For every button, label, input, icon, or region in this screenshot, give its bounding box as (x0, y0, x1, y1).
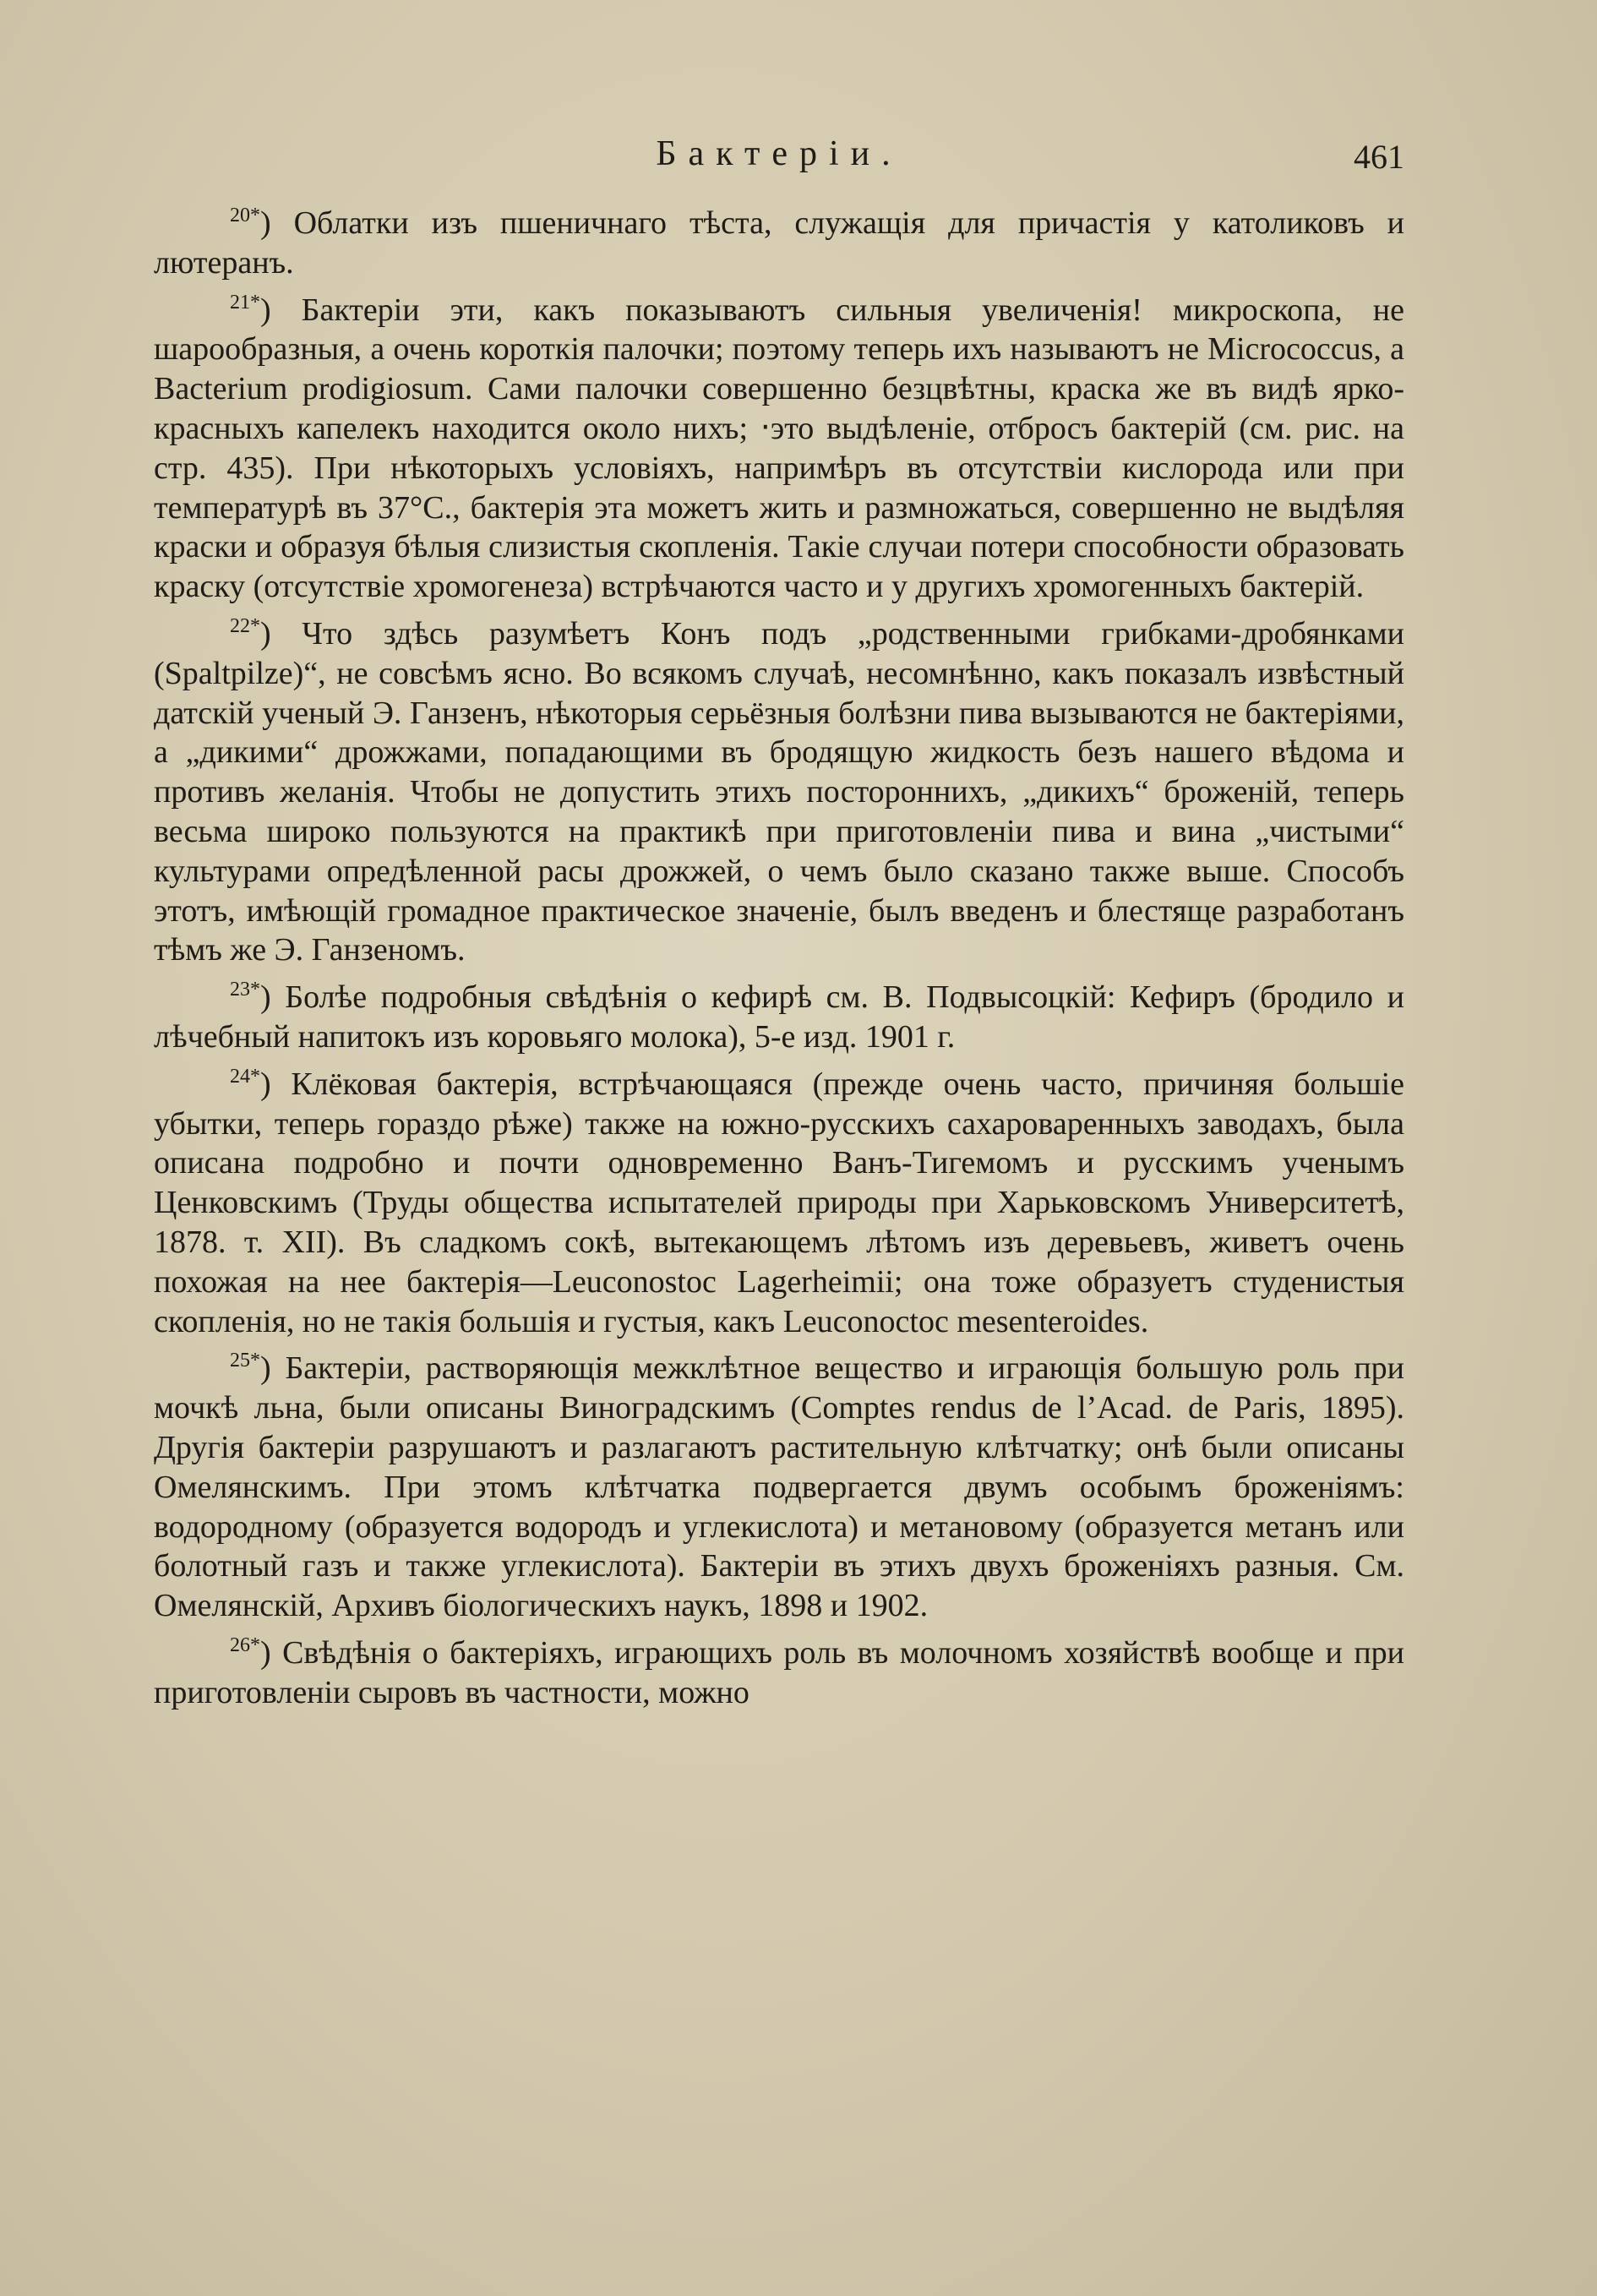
footnote-text: ) Болѣе подробныя свѣдѣнiя о кефирѣ см. В. Подвысоцкiй: Кефиръ (бродило и лѣчебный напитокъ изъ коровьяго молока), 5-е изд. 1901 г. (154, 979, 1404, 1055)
footnote-marker: 23* (230, 979, 260, 1001)
footnote-23 (154, 970, 1404, 1057)
footnote-20 (154, 196, 1404, 283)
footnote-marker: 22* (230, 614, 260, 637)
footnote-text: ) Свѣдѣнiя о бактерiяхъ, играющихъ роль въ молочномъ хозяйствѣ вообще и при приготовленiи сыровъ въ частности, можно (154, 1634, 1404, 1710)
footnote-text: ) Бактерiи, растворяющiя межклѣтное вещество и играющiя большую роль при мочкѣ льна, были описаны Виноградскимъ (Comptes rendus de l’Acad. de Paris, 1895). Другiя бактерiи разрушаютъ и разлагаютъ растительную клѣтчатку; онѣ были описаны Омелянскимъ. При этомъ клѣтчатка подвергается двумъ особымъ броженiямъ: водородному (образуется водородъ и углекислота) и метановому (образуется метанъ или болотный газъ и также углекислота). Бактерiи въ этихъ двухъ броженiяхъ разныя. См. Омелянскiй, Архивъ бiологическихъ наукъ, 1898 и 1902. (154, 1350, 1404, 1624)
footnote-marker: 21* (230, 291, 260, 314)
footnote-marker: 26* (230, 1633, 260, 1656)
footnote-24 (154, 1057, 1404, 1342)
footnote-marker: 24* (230, 1065, 260, 1088)
running-head (154, 134, 1404, 184)
footnote-25 (154, 1341, 1404, 1626)
footnote-marker: 20* (230, 205, 260, 226)
footnote-text: ) Бактерiи эти, какъ показываютъ сильныя увеличенiя! микроскопа, не шарообразныя, а очень короткiя палочки; поэтому теперь ихъ называютъ не Micrococcus, а Bacterium prodigiosum. Сами палочки совершенно безцвѣтны, краска же въ видѣ ярко-красныхъ капелекъ находится около нихъ; ‧это выдѣленiе, отбросъ бактерiй (см. рис. на стр. 435). При нѣкоторыхъ условiяхъ, напримѣръ въ отсутствiи кислорода или при температурѣ въ 37°С., бактерiя эта можетъ жить и размножаться, совершенно не выдѣляя краски и образуя бѣлыя слизистыя скопленiя. Такiе случаи потери способности образовать краску (отсутствiе хромогенеза) встрѣчаются часто и у другихъ хромогенныхъ бактерiй. (154, 292, 1404, 605)
page-number: 461 (1354, 138, 1404, 176)
footnote-26 (154, 1626, 1404, 1713)
footnote-text: ) Облатки изъ пшеничнаго тѣста, служащiя для причастiя у католиковъ и лютеранъ. (154, 205, 1404, 281)
running-title: Бактерiи. (656, 134, 902, 173)
footnote-text: ) Что здѣсь разумѣетъ Конъ подъ „родственными грибками-дробянками (Spaltpilze)“, не совсѣмъ ясно. Во всякомъ случаѣ, несомнѣнно, какъ показалъ извѣстный датскiй ученый Э. Ганзенъ, нѣкоторыя серьёзныя болѣзни пива вызываются не бактерiями, а „дикими“ дрожжами, попадающими въ бродящую жидкость безъ нашего вѣдома и противъ желанiя. Чтобы не допустить этихъ постороннихъ, „дикихъ“ броженiй, теперь весьма широко пользуются на практикѣ при приготовленiи пива и вина „чистыми“ культурами опредѣленной расы дрожжей, о чемъ было сказано также выше. Способъ этотъ, имѣющiй громадное практическое значенiе, былъ введенъ и блестяще разработанъ тѣмъ же Э. Ганзеномъ. (154, 615, 1404, 968)
footnotes-block (154, 196, 1404, 1712)
footnote-22 (154, 607, 1404, 970)
footnote-21 (154, 283, 1404, 607)
footnote-text: ) Клёковая бактерiя, встрѣчающаяся (прежде очень часто, причиняя большiе убытки, теперь гораздо рѣже) также на южно-русскихъ сахароваренныхъ заводахъ, была описана подробно и почти одновременно Ванъ-Тигемомъ и русскимъ ученымъ Ценковскимъ (Труды общества испытателей природы при Харьковскомъ Университетѣ, 1878. т. XII). Въ сладкомъ сокѣ, вытекающемъ лѣтомъ изъ деревьевъ, живетъ очень похожая на нее бактерiя—Leuconostoc Lagerheimii; она тоже образуетъ студенистыя скопленiя, но не такiя большiя и густыя, какъ Leuconoctoc mesenteroides. (154, 1066, 1404, 1339)
footnote-marker: 25* (230, 1350, 260, 1372)
